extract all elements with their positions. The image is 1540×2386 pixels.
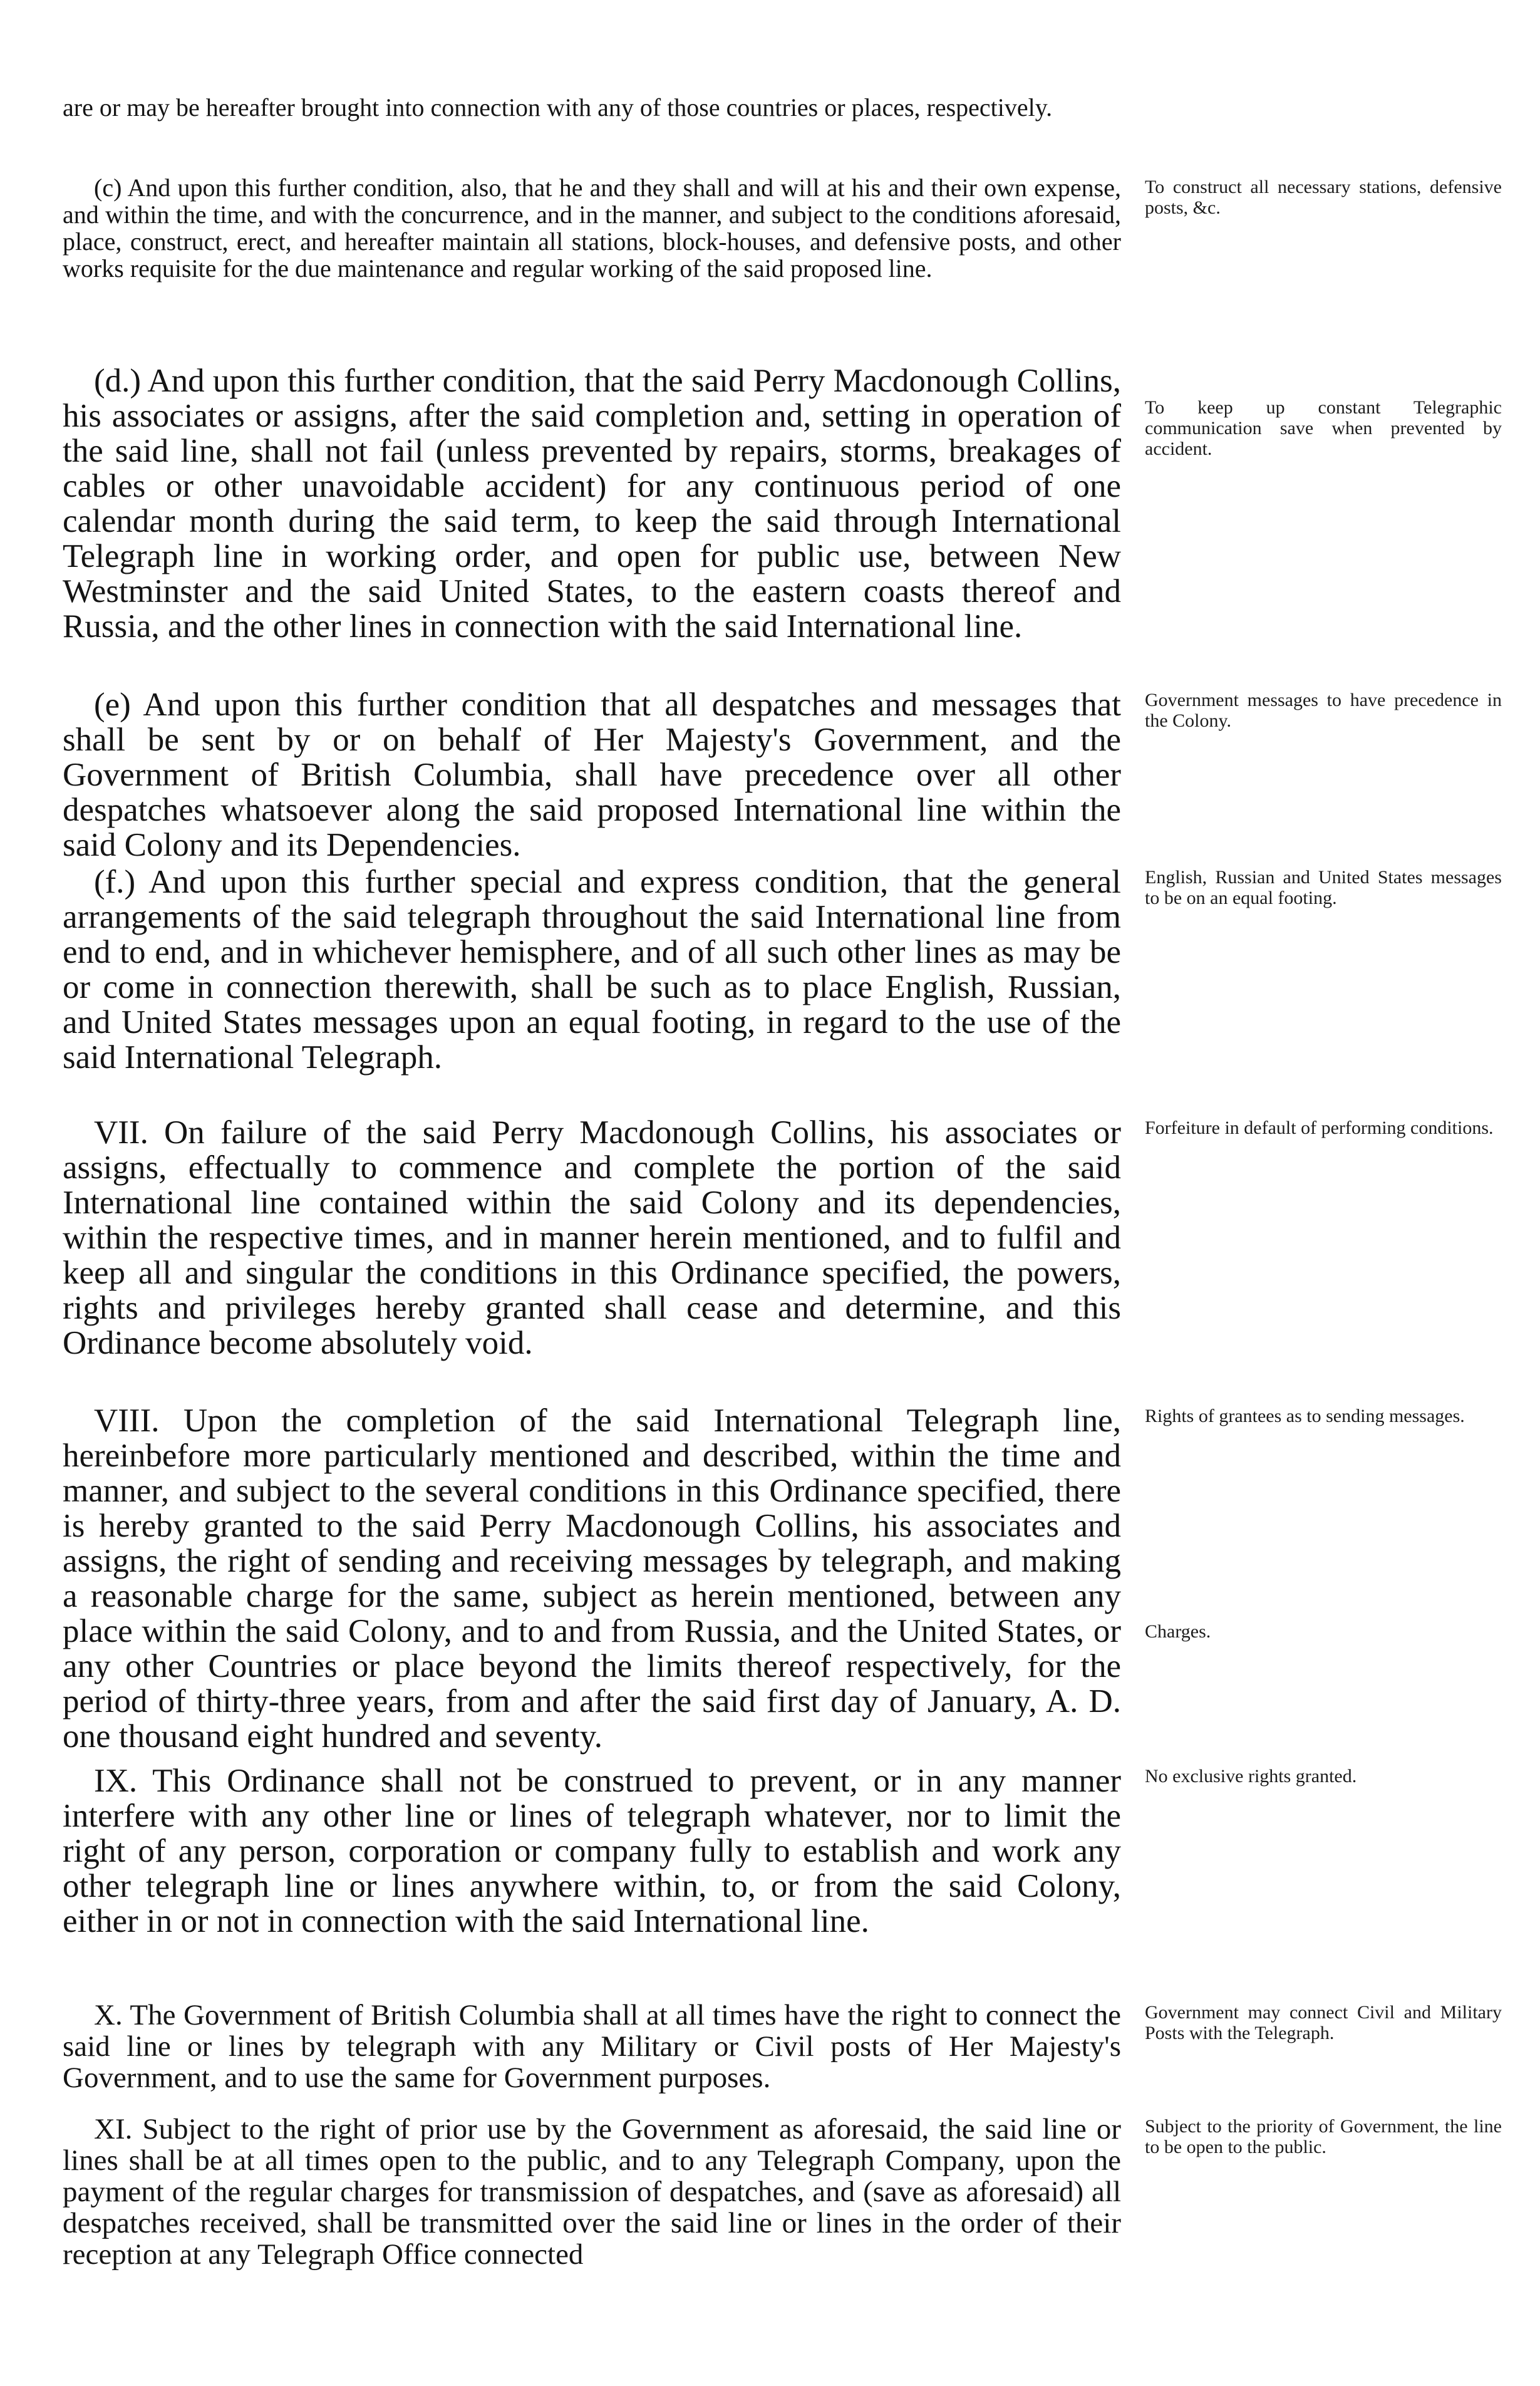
margin-note: To keep up constant Telegraphic communication save when prevented by accident.	[1145, 397, 1502, 459]
section-text: are or may be hereafter brought into connection with any of those countries or places, respectively.	[63, 93, 1053, 122]
margin-note: To construct all necessary stations, defensive posts, &c.	[1145, 177, 1502, 218]
section-text: IX. This Ordinance shall not be construed to prevent, or in any manner interfere with any other line or lines of telegraph whatever, nor to limit the right of any person, corporation or company fully to establish and work any other telegraph line or lines anywhere within, to, or from the said Colony, either in or not in connection with the said International line.	[63, 1763, 1121, 1939]
section-text: VII. On failure of the said Perry Macdonough Collins, his associates or assigns, effectually to commence and complete the portion of the said International line contained within the said Colony and its dependencies, within the respective times, and in manner herein mentioned, and to fulfil and keep all and singular the conditions in this Ordinance specified, the powers, rights and privileges hereby granted shall cease and determine, and this Ordinance become absolutely void.	[63, 1114, 1121, 1361]
margin-note: Rights of grantees as to sending messages.	[1145, 1406, 1465, 1426]
margin-note: Government messages to have precedence in the Colony.	[1145, 690, 1502, 731]
margin-note: Subject to the priority of Government, the line to be open to the public.	[1145, 2116, 1502, 2157]
section-text: (d.) And upon this further condition, that the said Perry Macdonough Collins, his associates or assigns, after the said completion and, setting in operation of the said line, shall not fail (unless prevented by repairs, storms, breakages of cables or other unavoidable accident) for any continuous period of one calendar month during the said term, to keep the said through International Telegraph line in working order, and open for public use, between New Westminster and the said United States, to the eastern coasts thereof and Russia, and the other lines in connection with the said International line.	[63, 363, 1121, 645]
margin-note: Government may connect Civil and Military Posts with the Telegraph.	[1145, 2002, 1502, 2043]
margin-note-charges: Charges.	[1145, 1621, 1211, 1642]
margin-note: English, Russian and United States messages to be on an equal footing.	[1145, 867, 1502, 908]
section-text: (f.) And upon this further special and express condition, that the general arrangements of the said telegraph throughout the said International line from end to end, and in whichever hemisphere, and of all such other lines as may be or come in connection therewith, shall be such as to place English, Russian, and United States messages upon an equal footing, in regard to the use of the said International Telegraph.	[63, 864, 1121, 1076]
margin-note: No exclusive rights granted.	[1145, 1766, 1357, 1787]
margin-note: Forfeiture in default of performing conditions.	[1145, 1118, 1494, 1138]
section-text: X. The Government of British Columbia shall at all times have the right to connect the said line or lines by telegraph with any Military or Civil posts of Her Majesty's Government, and to use the same for Government purposes.	[63, 1999, 1121, 2094]
section-text: XI. Subject to the right of prior use by the Government as aforesaid, the said line or lines shall be at all times open to the public, and to any Telegraph Company, upon the payment of the regular charges for transmission of despatches, and (save as aforesaid) all despatches received, shall be transmitted over the said line or lines in the order of their reception at any Telegraph Office connected	[63, 2113, 1121, 2271]
section-text: (e) And upon this further condition that all despatches and messages that shall be sent by or on behalf of Her Majesty's Government, and the Government of British Columbia, shall have precedence over all other despatches whatsoever along the said proposed International line within the said Colony and its Dependencies.	[63, 687, 1121, 863]
section-text: VIII. Upon the completion of the said International Telegraph line, hereinbefore more particularly mentioned and described, within the time and manner, and subject to the several conditions in this Ordinance specified, there is hereby granted to the said Perry Macdonough Collins, his associates and assigns, the right of sending and receiving messages by telegraph, and making a reasonable charge for the same, subject as herein mentioned, between any place within the said Colony, and to and from Russia, and the United States, or any other Countries or place beyond the limits thereof respectively, for the period of thirty-three years, from and after the said first day of January, A. D. one thousand eight hundred and seventy.	[63, 1403, 1121, 1755]
section-text: (c) And upon this further condition, also, that he and they shall and will at his and their own expense, and within the time, and with the concurrence, and in the manner, and subject to the conditions aforesaid, place, construct, erect, and hereafter maintain all stations, block-houses, and defensive posts, and other works requisite for the due maintenance and regular working of the said proposed line.	[63, 174, 1121, 283]
